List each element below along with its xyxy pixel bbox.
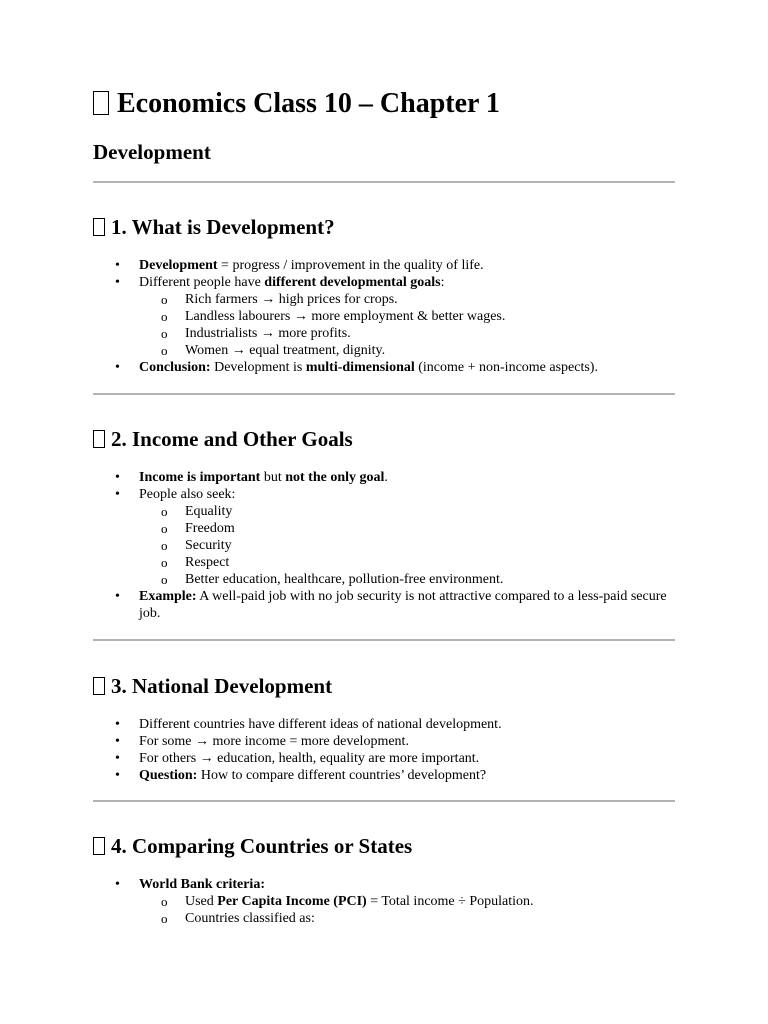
section-heading: 3. National Development	[93, 672, 332, 700]
list-item: • People also seek: o Equality o Freedom o Security o Respect o Better education, healthcare, pollution-free environment.	[93, 486, 675, 588]
list-item: • Different people have different developmental goals: o Rich farmers → high prices for crops. o Landless labourers → more employment & better wages. o Industrialists → more profits. o Women → equal treatment, dignity.	[93, 274, 675, 359]
list-item: • Different countries have different ideas of national development.	[93, 716, 675, 733]
bullet-list	[93, 716, 675, 784]
sub-list	[139, 893, 675, 927]
divider	[93, 800, 675, 802]
divider	[93, 181, 675, 183]
missing-glyph-icon	[93, 91, 109, 115]
bullet-list	[93, 469, 675, 622]
sub-list-item: o Rich farmers → high prices for crops.	[139, 291, 675, 308]
sub-list-item: o Freedom	[139, 520, 675, 537]
missing-glyph-icon	[93, 677, 105, 695]
list-item: • For some → more income = more development.	[93, 733, 675, 750]
divider	[93, 393, 675, 395]
sub-list-item: o Equality	[139, 503, 675, 520]
document-subtitle: Development	[93, 140, 211, 164]
missing-glyph-icon	[93, 430, 105, 448]
missing-glyph-icon	[93, 218, 105, 236]
section-heading: 1. What is Development?	[93, 213, 335, 241]
list-item: • Development = progress / improvement in the quality of life.	[93, 257, 675, 274]
sub-list	[139, 291, 675, 359]
sub-list-item: o Women → equal treatment, dignity.	[139, 342, 675, 359]
section-heading: 2. Income and Other Goals	[93, 425, 353, 453]
missing-glyph-icon	[93, 837, 105, 855]
bullet-list	[93, 876, 675, 927]
sub-list-item: o Respect	[139, 554, 675, 571]
list-item: • Conclusion: Development is multi-dimensional (income + non-income aspects).	[93, 359, 675, 376]
sub-list-item: o Security	[139, 537, 675, 554]
list-item: • For others → education, health, equality are more important.	[93, 750, 675, 767]
sub-list-item: o Industrialists → more profits.	[139, 325, 675, 342]
divider	[93, 639, 675, 641]
list-item: • World Bank criteria: o Used Per Capita Income (PCI) = Total income ÷ Population. o Countries classified as:	[93, 876, 675, 927]
list-item: • Question: How to compare different countries’ development?	[93, 767, 675, 784]
sub-list-item: o Better education, healthcare, pollution-free environment.	[139, 571, 675, 588]
sub-list-item: o Used Per Capita Income (PCI) = Total income ÷ Population.	[139, 893, 675, 910]
section-heading: 4. Comparing Countries or States	[93, 832, 412, 860]
list-item: • Example: A well-paid job with no job security is not attractive compared to a less-paid secure job.	[93, 588, 675, 622]
sub-list-item: o Countries classified as:	[139, 910, 675, 927]
list-item: • Income is important but not the only goal.	[93, 469, 675, 486]
document-title: Economics Class 10 – Chapter 1	[93, 86, 500, 122]
sub-list-item: o Landless labourers → more employment & better wages.	[139, 308, 675, 325]
sub-list	[139, 503, 675, 588]
bullet-list	[93, 257, 675, 376]
